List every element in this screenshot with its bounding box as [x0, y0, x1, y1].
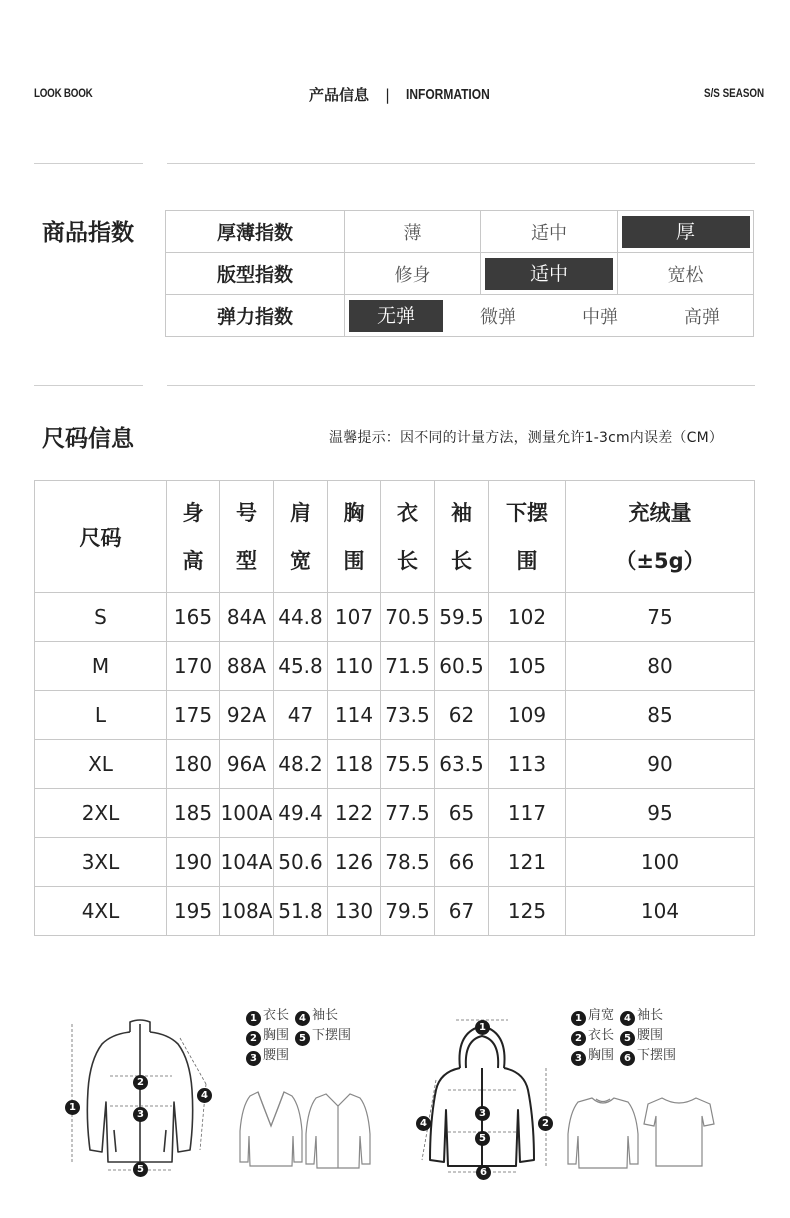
table-cell: XL — [35, 740, 167, 789]
table-cell: M — [35, 642, 167, 691]
legend-left: 1 衣长 4 袖长 2 胸围 5 下摆围 3 腰围 — [246, 1006, 351, 1066]
table-cell: 75.5 — [381, 740, 435, 789]
product-index-title: 商品指数 — [42, 220, 134, 246]
index-option: 宽松 — [618, 253, 754, 295]
table-row — [35, 838, 755, 887]
table-cell: 73.5 — [381, 691, 435, 740]
table-cell: 96A — [220, 740, 274, 789]
divider — [167, 385, 755, 386]
table-cell: 102 — [489, 593, 566, 642]
marker-5: 5 — [475, 1131, 490, 1146]
table-cell: 70.5 — [381, 593, 435, 642]
table-cell: 110 — [328, 642, 381, 691]
marker-3: 3 — [475, 1106, 490, 1121]
measurement-tip: 温馨提示：因不同的计量方法，测量允许1-3cm内误差（CM） — [329, 430, 724, 446]
table-cell: 48.2 — [274, 740, 328, 789]
index-options — [345, 295, 754, 337]
table-cell: 66 — [435, 838, 489, 887]
table-cell: 59.5 — [435, 593, 489, 642]
table-cell: 77.5 — [381, 789, 435, 838]
marker-4: 4 — [416, 1116, 431, 1131]
hoodie-diagram — [400, 1010, 565, 1180]
table-cell: 113 — [489, 740, 566, 789]
col-model: 号 型 — [220, 481, 274, 593]
table-row — [35, 887, 755, 936]
table-cell: 78.5 — [381, 838, 435, 887]
col-fill: 充绒量 （±5g） — [566, 481, 755, 593]
col-height: 身 高 — [167, 481, 220, 593]
marker-6: 6 — [476, 1165, 491, 1180]
table-row — [35, 593, 755, 642]
table-cell: 71.5 — [381, 642, 435, 691]
table-cell: L — [35, 691, 167, 740]
index-option-selected: 厚 — [618, 211, 754, 253]
table-row — [35, 642, 755, 691]
table-cell: 63.5 — [435, 740, 489, 789]
col-shoulder: 肩 宽 — [274, 481, 328, 593]
table-cell: 60.5 — [435, 642, 489, 691]
marker-5: 5 — [133, 1162, 148, 1177]
table-cell: 47 — [274, 691, 328, 740]
title-separator: | — [385, 85, 391, 104]
legend-right: 1 肩宽 4 袖长 2 衣长 5 腰围 3 胸围 6 下摆围 — [571, 1006, 676, 1066]
sweater-tshirt-icon — [566, 1094, 716, 1170]
table-cell: 3XL — [35, 838, 167, 887]
marker-1: 1 — [475, 1020, 490, 1035]
table-cell: 2XL — [35, 789, 167, 838]
table-cell: 62 — [435, 691, 489, 740]
table-cell: 80 — [566, 642, 755, 691]
product-index-table — [165, 210, 754, 337]
table-cell: 95 — [566, 789, 755, 838]
size-info-title: 尺码信息 — [42, 426, 134, 452]
table-cell: 75 — [566, 593, 755, 642]
size-table — [34, 480, 755, 936]
index-option: 微弹 — [480, 306, 516, 328]
index-row-label: 弹力指数 — [166, 295, 345, 337]
col-sleeve: 袖 长 — [435, 481, 489, 593]
table-cell: 122 — [328, 789, 381, 838]
index-option-selected: 适中 — [481, 253, 618, 295]
table-cell: S — [35, 593, 167, 642]
table-cell: 185 — [167, 789, 220, 838]
table-cell: 92A — [220, 691, 274, 740]
table-cell: 44.8 — [274, 593, 328, 642]
table-cell: 84A — [220, 593, 274, 642]
table-cell: 117 — [489, 789, 566, 838]
table-cell: 180 — [167, 740, 220, 789]
title-en: INFORMATION — [406, 86, 490, 103]
index-option: 薄 — [345, 211, 481, 253]
lookbook-label: LOOK BOOK — [34, 86, 93, 100]
divider — [34, 163, 143, 164]
col-size: 尺码 — [35, 481, 167, 593]
table-cell: 100A — [220, 789, 274, 838]
marker-2: 2 — [538, 1116, 553, 1131]
index-option: 适中 — [481, 211, 618, 253]
table-cell: 105 — [489, 642, 566, 691]
table-cell: 114 — [328, 691, 381, 740]
marker-2: 2 — [133, 1075, 148, 1090]
season-label: S/S SEASON — [704, 86, 765, 100]
col-chest: 胸 围 — [328, 481, 381, 593]
table-cell: 88A — [220, 642, 274, 691]
blazer-shirt-icon — [236, 1086, 381, 1171]
index-row-thickness — [166, 211, 754, 253]
table-cell: 108A — [220, 887, 274, 936]
table-row — [35, 740, 755, 789]
page-title — [309, 84, 511, 105]
table-cell: 126 — [328, 838, 381, 887]
table-cell: 121 — [489, 838, 566, 887]
col-hem: 下摆 围 — [489, 481, 566, 593]
table-cell: 175 — [167, 691, 220, 740]
table-cell: 65 — [435, 789, 489, 838]
table-row — [35, 691, 755, 740]
table-cell: 85 — [566, 691, 755, 740]
table-cell: 109 — [489, 691, 566, 740]
marker-3: 3 — [133, 1107, 148, 1122]
table-cell: 118 — [328, 740, 381, 789]
index-row-label: 厚薄指数 — [166, 211, 345, 253]
index-option-selected: 无弹 — [345, 300, 447, 332]
size-table-header — [35, 481, 755, 593]
table-cell: 67 — [435, 887, 489, 936]
divider — [167, 163, 755, 164]
table-cell: 104 — [566, 887, 755, 936]
divider — [34, 385, 143, 386]
index-row-elasticity — [166, 295, 754, 337]
table-cell: 190 — [167, 838, 220, 887]
index-row-label: 版型指数 — [166, 253, 345, 295]
table-cell: 165 — [167, 593, 220, 642]
index-row-fit — [166, 253, 754, 295]
table-cell: 49.4 — [274, 789, 328, 838]
marker-4: 4 — [197, 1088, 212, 1103]
table-cell: 195 — [167, 887, 220, 936]
index-option: 修身 — [345, 253, 481, 295]
index-option: 高弹 — [684, 306, 720, 328]
title-cn: 产品信息 — [309, 86, 370, 104]
table-cell: 107 — [328, 593, 381, 642]
table-cell: 130 — [328, 887, 381, 936]
table-cell: 51.8 — [274, 887, 328, 936]
table-cell: 104A — [220, 838, 274, 887]
table-cell: 125 — [489, 887, 566, 936]
table-cell: 45.8 — [274, 642, 328, 691]
table-cell: 170 — [167, 642, 220, 691]
table-cell: 90 — [566, 740, 755, 789]
table-cell: 79.5 — [381, 887, 435, 936]
table-row — [35, 789, 755, 838]
marker-1: 1 — [65, 1100, 80, 1115]
table-cell: 100 — [566, 838, 755, 887]
index-option: 中弹 — [582, 306, 618, 328]
table-cell: 4XL — [35, 887, 167, 936]
table-cell: 50.6 — [274, 838, 328, 887]
col-length: 衣 长 — [381, 481, 435, 593]
